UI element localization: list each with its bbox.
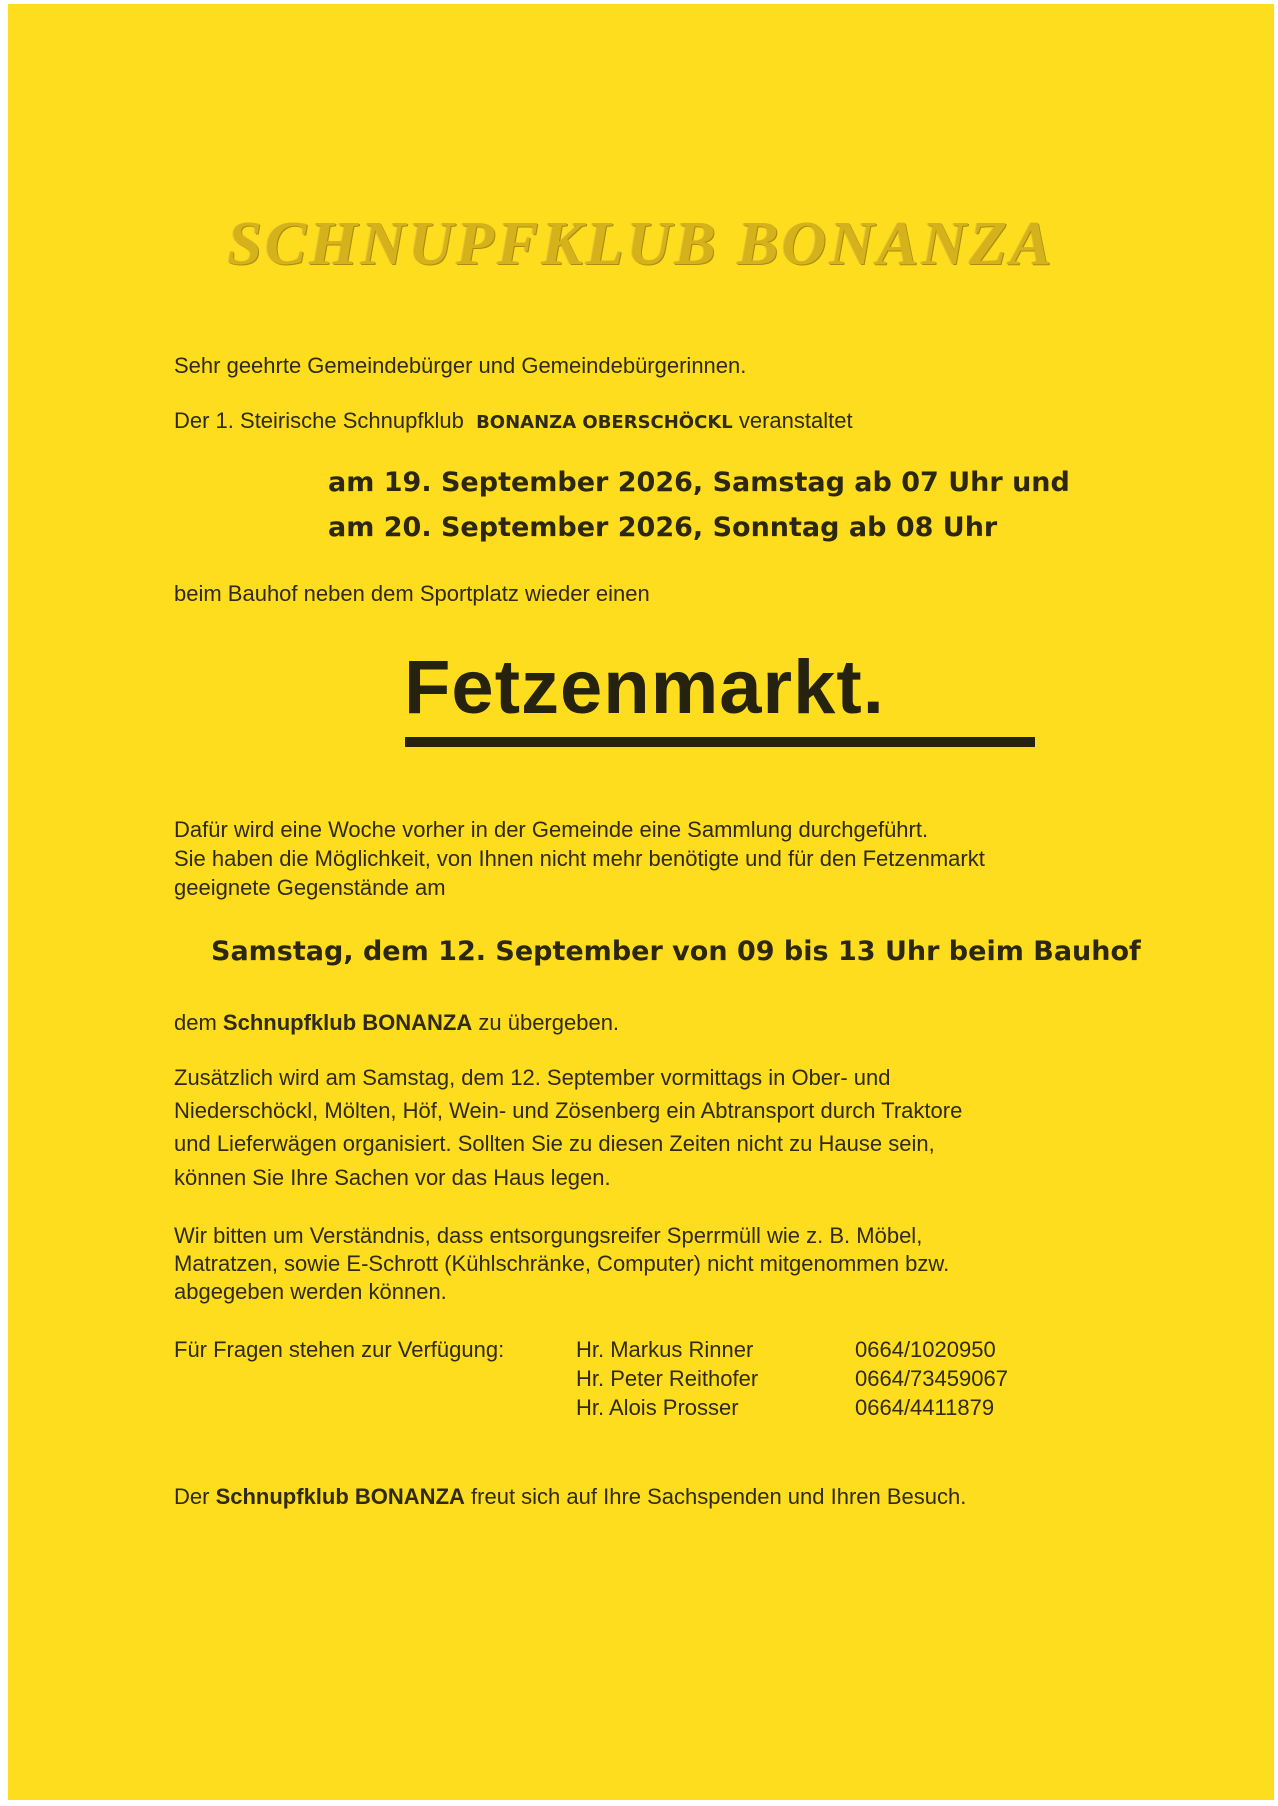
event-name-underline <box>405 737 1035 747</box>
intro-club-name: BONANZA OBERSCHÖCKL <box>476 412 733 433</box>
collection-line-3: geeignete Gegenstände am <box>174 875 446 900</box>
exclusion-line-1: Wir bitten um Verständnis, dass entsorgungsreifer Sperrmüll wie z. B. Möbel, <box>174 1223 923 1248</box>
closing-line <box>174 1480 966 1514</box>
greeting-line: Sehr geehrte Gemeindebürger und Gemeindebürgerinnen. <box>174 353 747 378</box>
handover-prefix: dem <box>174 1010 217 1035</box>
handover-suffix: zu übergeben. <box>478 1010 620 1035</box>
contact-name-2: Hr. Peter Reithofer <box>576 1366 759 1391</box>
contacts-label: Für Fragen stehen zur Verfügung: <box>174 1337 505 1362</box>
handover-club: Schnupfklub BONANZA <box>222 1010 473 1035</box>
event-name-heading: Fetzenmarkt. <box>404 645 885 730</box>
contact-phone-2: 0664/73459067 <box>855 1366 1008 1391</box>
event-date-1: am 19. September 2026, Samstag ab 07 Uhr und <box>328 467 1070 498</box>
transport-line-1: Zusätzlich wird am Samstag, dem 12. September vormittags in Ober- und <box>174 1065 891 1090</box>
intro-suffix: veranstaltet <box>738 408 853 433</box>
club-title: SCHNUPFKLUB BONANZA <box>227 210 1055 278</box>
closing-suffix: freut sich auf Ihre Sachspenden und Ihren Besuch. <box>471 1484 967 1509</box>
collection-line-1: Dafür wird eine Woche vorher in der Gemeinde eine Sammlung durchgeführt. <box>174 817 929 842</box>
collection-line-2: Sie haben die Möglichkeit, von Ihnen nicht mehr benötigte und für den Fetzenmarkt <box>174 846 985 871</box>
closing-prefix: Der <box>174 1484 210 1509</box>
exclusion-line-3: abgegeben werden können. <box>174 1279 447 1304</box>
location-line: beim Bauhof neben dem Sportplatz wieder einen <box>174 581 650 606</box>
contact-name-3: Hr. Alois Prosser <box>576 1395 739 1420</box>
intro-line <box>174 404 853 440</box>
intro-prefix: Der 1. Steirische Schnupfklub <box>174 408 464 433</box>
yellow-flyer-sheet <box>8 4 1274 1800</box>
transport-line-3: und Lieferwägen organisiert. Sollten Sie zu diesen Zeiten nicht zu Hause sein, <box>174 1131 935 1156</box>
exclusion-line-2: Matratzen, sowie E-Schrott (Kühlschränke, Computer) nicht mitgenommen bzw. <box>174 1251 950 1276</box>
transport-line-2: Niederschöckl, Mölten, Höf, Wein- und Zösenberg ein Abtransport durch Traktore <box>174 1098 963 1123</box>
transport-line-4: können Sie Ihre Sachen vor das Haus legen. <box>174 1165 611 1190</box>
event-date-2: am 20. September 2026, Sonntag ab 08 Uhr <box>328 512 998 543</box>
contact-phone-1: 0664/1020950 <box>855 1337 996 1362</box>
contact-name-1: Hr. Markus Rinner <box>576 1337 754 1362</box>
handover-line <box>174 1006 619 1040</box>
contact-phone-3: 0664/4411879 <box>855 1395 995 1420</box>
collection-date: Samstag, dem 12. September von 09 bis 13 Uhr beim Bauhof <box>211 936 1141 967</box>
closing-club: Schnupfklub BONANZA <box>215 1484 465 1509</box>
